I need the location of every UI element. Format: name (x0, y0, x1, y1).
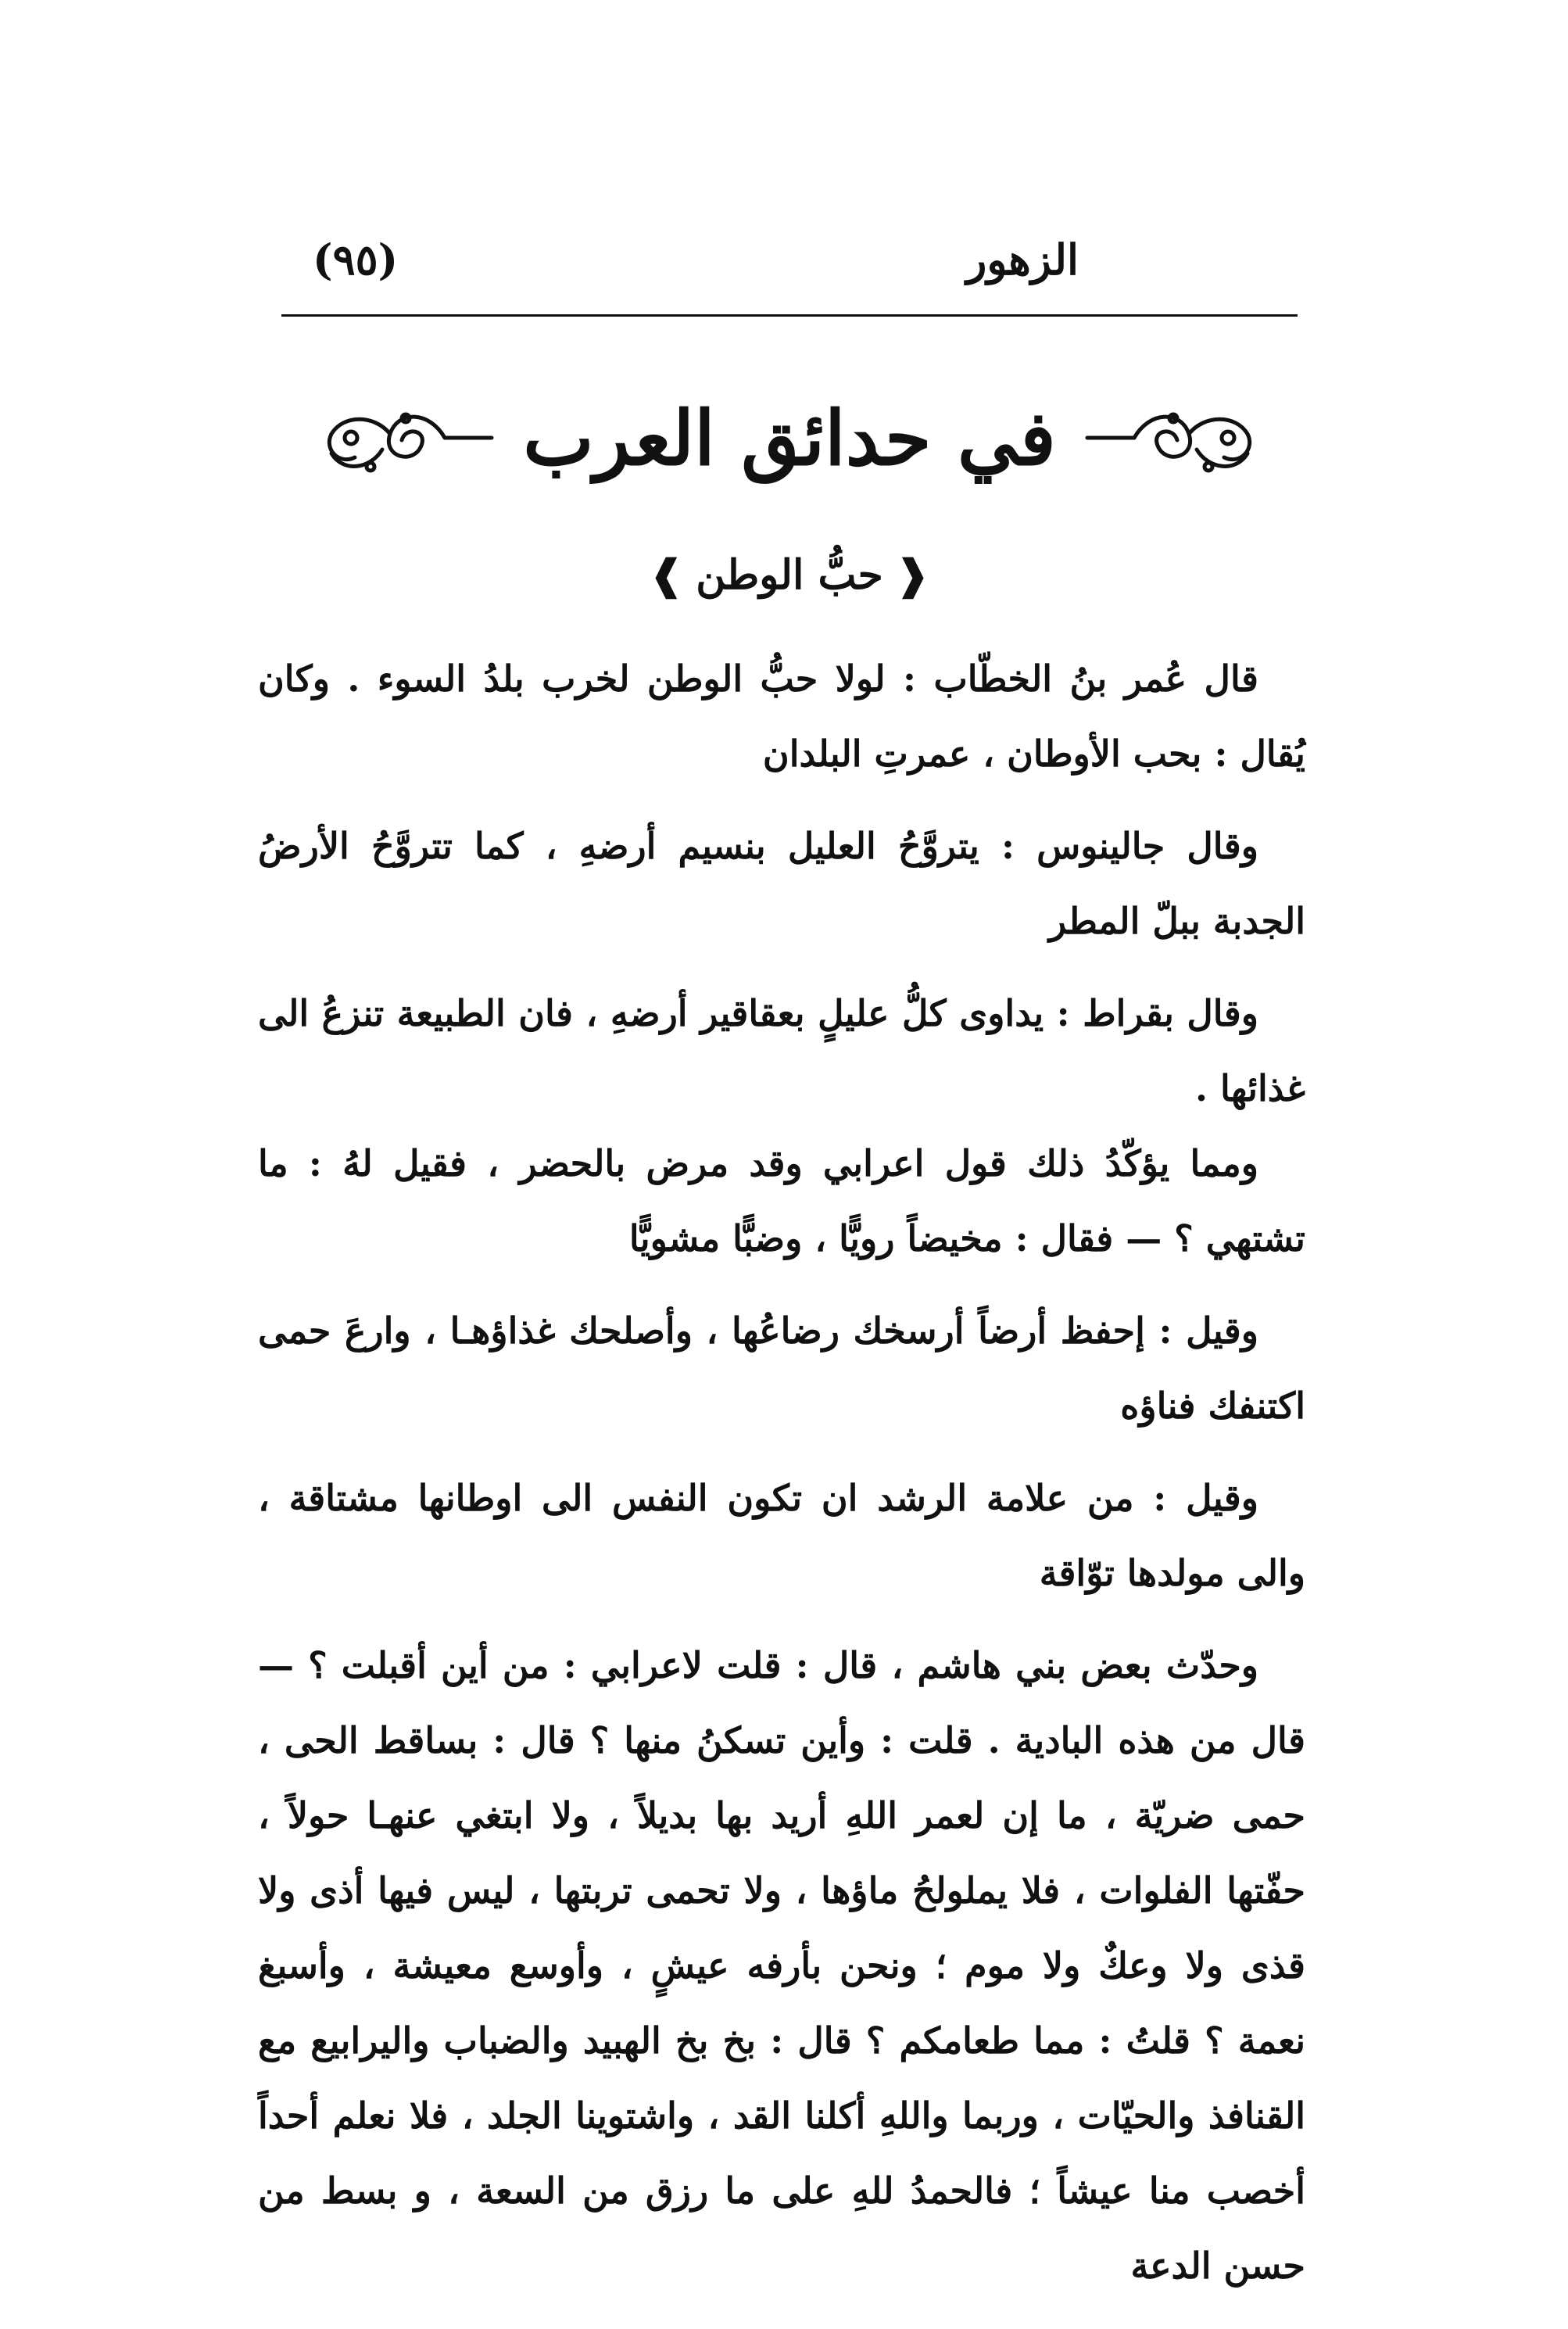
paragraph: قال عُمر بنُ الخطّاب : لولا حبُّ الوطن لخرب بلدُ السوء . وكان يُقال : بحب الأوطان ، عمرتِ البلدان (258, 657, 1305, 775)
open-bracket-icon: ❰ (895, 550, 930, 599)
paragraph: وقيل : إحفظ أرضاً أرسخك رضاعُها ، وأصلحك غذاؤهـا ، وارعَ حمى اكتنفك فناؤه (258, 1310, 1305, 1427)
chapter-title: في حدائق العرب (523, 393, 1056, 482)
running-head (281, 235, 1298, 305)
paragraph: وقال جالينوس : يتروَّحُ العليل بنسيم أرضهِ ، كما تتروَّحُ الأرضُ الجدبة ببلّ المطر (258, 825, 1305, 942)
body-text (258, 641, 1305, 2320)
section-title: حبُّ الوطن (696, 550, 883, 599)
header-rule (281, 314, 1298, 317)
running-head-title: الزهور (966, 235, 1079, 285)
paragraph: وحدّث بعض بني هاشم ، قال : قلت لاعرابي : من أين أقبلت ؟ — قال من هذه البادية . قلت : وأين تسكنُ منها ؟ قال : بساقط الحى ، حمى ضريّة ، ما إن لعمر اللهِ أريد بها بديلاً ، ولا ابتغي عنهـا حولاً ، حفّتها الفلوات ، فلا يملولحُ ماؤها ، ولا تحمى تربتها ، ليس فيها أذى ولا قذى ولا وعكٌ ولا موم ؛ ونحن بأرفه عيشٍ ، وأوسع معيشة ، وأسبغ نعمة ؟ قلتُ : مما طعامكم ؟ قال : بخ بخ الهبيد والضباب واليرابيع مع القنافذ والحيّات ، وربما واللهِ أكلنا القد ، واشتوينا الجلد ، فلا نعلم أحداً أخصب منا عيشاً ؛ فالحمدُ للهِ على ما رزق من السعة ، و بسط من حسن الدعة (258, 1644, 1305, 2287)
close-bracket-icon: ❱ (649, 550, 684, 599)
chapter-heading (281, 367, 1298, 508)
paragraph: وقال بقراط : يداوى كلُّ عليلٍ بعقاقير أرضهِ ، فان الطبيعة تنزعُ الى غذائها . (258, 992, 1305, 1109)
paragraph: وقيل : من علامة الرشد ان تكون النفس الى اوطانها مشتاقة ، والى مولدها توّاقة (258, 1477, 1305, 1594)
paragraph: ومما يؤكّدُ ذلك قول اعرابي وقد مرض بالحضر ، فقيل لهُ : ما تشتهي ؟ — فقال : مخيضاً رويًّا ، وضبًّا مشويًّا (258, 1142, 1305, 1259)
floral-ornament-icon (320, 395, 499, 481)
section-subheading (281, 539, 1298, 610)
page-number: (٩٥) (313, 235, 399, 285)
floral-ornament-icon (1079, 395, 1259, 481)
